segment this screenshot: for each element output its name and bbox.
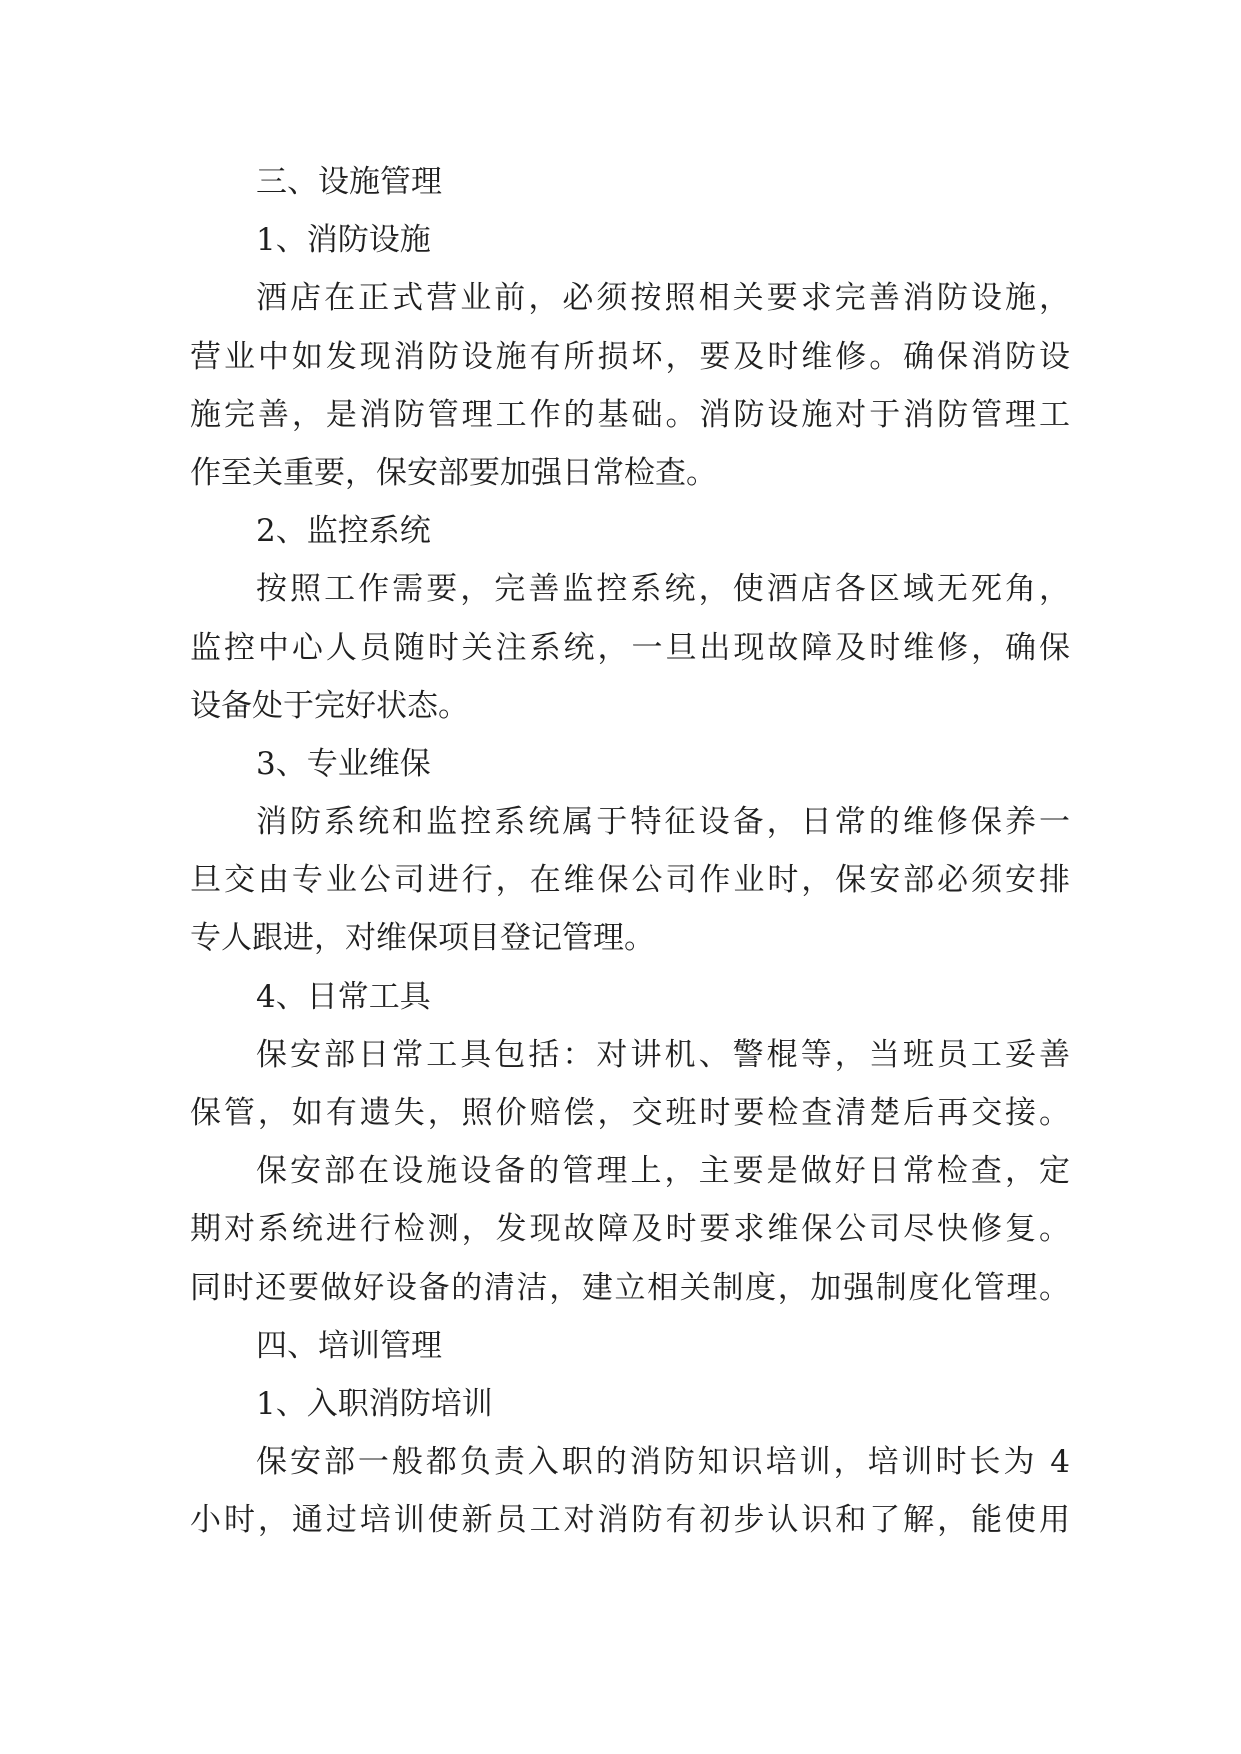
paragraph-line: 期对系统进行检测，发现故障及时要求维保公司尽快修复。 [190, 1211, 1070, 1248]
paragraph-line: 保安部在设施设备的管理上，主要是做好日常检查，定 [256, 1153, 1070, 1190]
subsection-heading: 4、日常工具 [256, 978, 431, 1015]
subsection-heading: 1、入职消防培训 [256, 1385, 493, 1422]
paragraph-line: 酒店在正式营业前，必须按照相关要求完善消防设施， [256, 280, 1070, 317]
paragraph-line: 营业中如发现消防设施有所损坏，要及时维修。确保消防设 [190, 338, 1070, 375]
paragraph-line: 消防系统和监控系统属于特征设备，日常的维修保养一 [256, 804, 1070, 841]
paragraph-line: 保安部一般都负责入职的消防知识培训，培训时长为 4 [256, 1444, 1070, 1481]
paragraph-line: 小时，通过培训使新员工对消防有初步认识和了解，能使用 [190, 1502, 1070, 1539]
paragraph-line: 旦交由专业公司进行，在维保公司作业时，保安部必须安排 [190, 862, 1070, 899]
paragraph-line: 保安部日常工具包括：对讲机、警棍等，当班员工妥善 [256, 1036, 1070, 1073]
paragraph-line: 同时还要做好设备的清洁，建立相关制度，加强制度化管理。 [190, 1269, 1070, 1306]
paragraph-line: 专人跟进，对维保项目登记管理。 [190, 920, 655, 957]
paragraph-line: 监控中心人员随时关注系统，一旦出现故障及时维修，确保 [190, 629, 1070, 666]
paragraph-line: 保管，如有遗失，照价赔偿，交班时要检查清楚后再交接。 [190, 1095, 1070, 1131]
document-body [190, 153, 1070, 1550]
section-heading: 四、培训管理 [256, 1327, 442, 1364]
paragraph-line: 施完善，是消防管理工作的基础。消防设施对于消防管理工 [190, 396, 1070, 433]
subsection-heading: 1、消防设施 [256, 222, 431, 259]
paragraph-line: 作至关重要，保安部要加强日常检查。 [190, 454, 717, 491]
paragraph-line: 按照工作需要，完善监控系统，使酒店各区域无死角， [256, 571, 1070, 608]
paragraph-line: 设备处于完好状态。 [190, 687, 469, 724]
section-heading: 三、设施管理 [256, 164, 442, 200]
subsection-heading: 3、专业维保 [256, 745, 431, 782]
subsection-heading: 2、监控系统 [256, 513, 431, 550]
